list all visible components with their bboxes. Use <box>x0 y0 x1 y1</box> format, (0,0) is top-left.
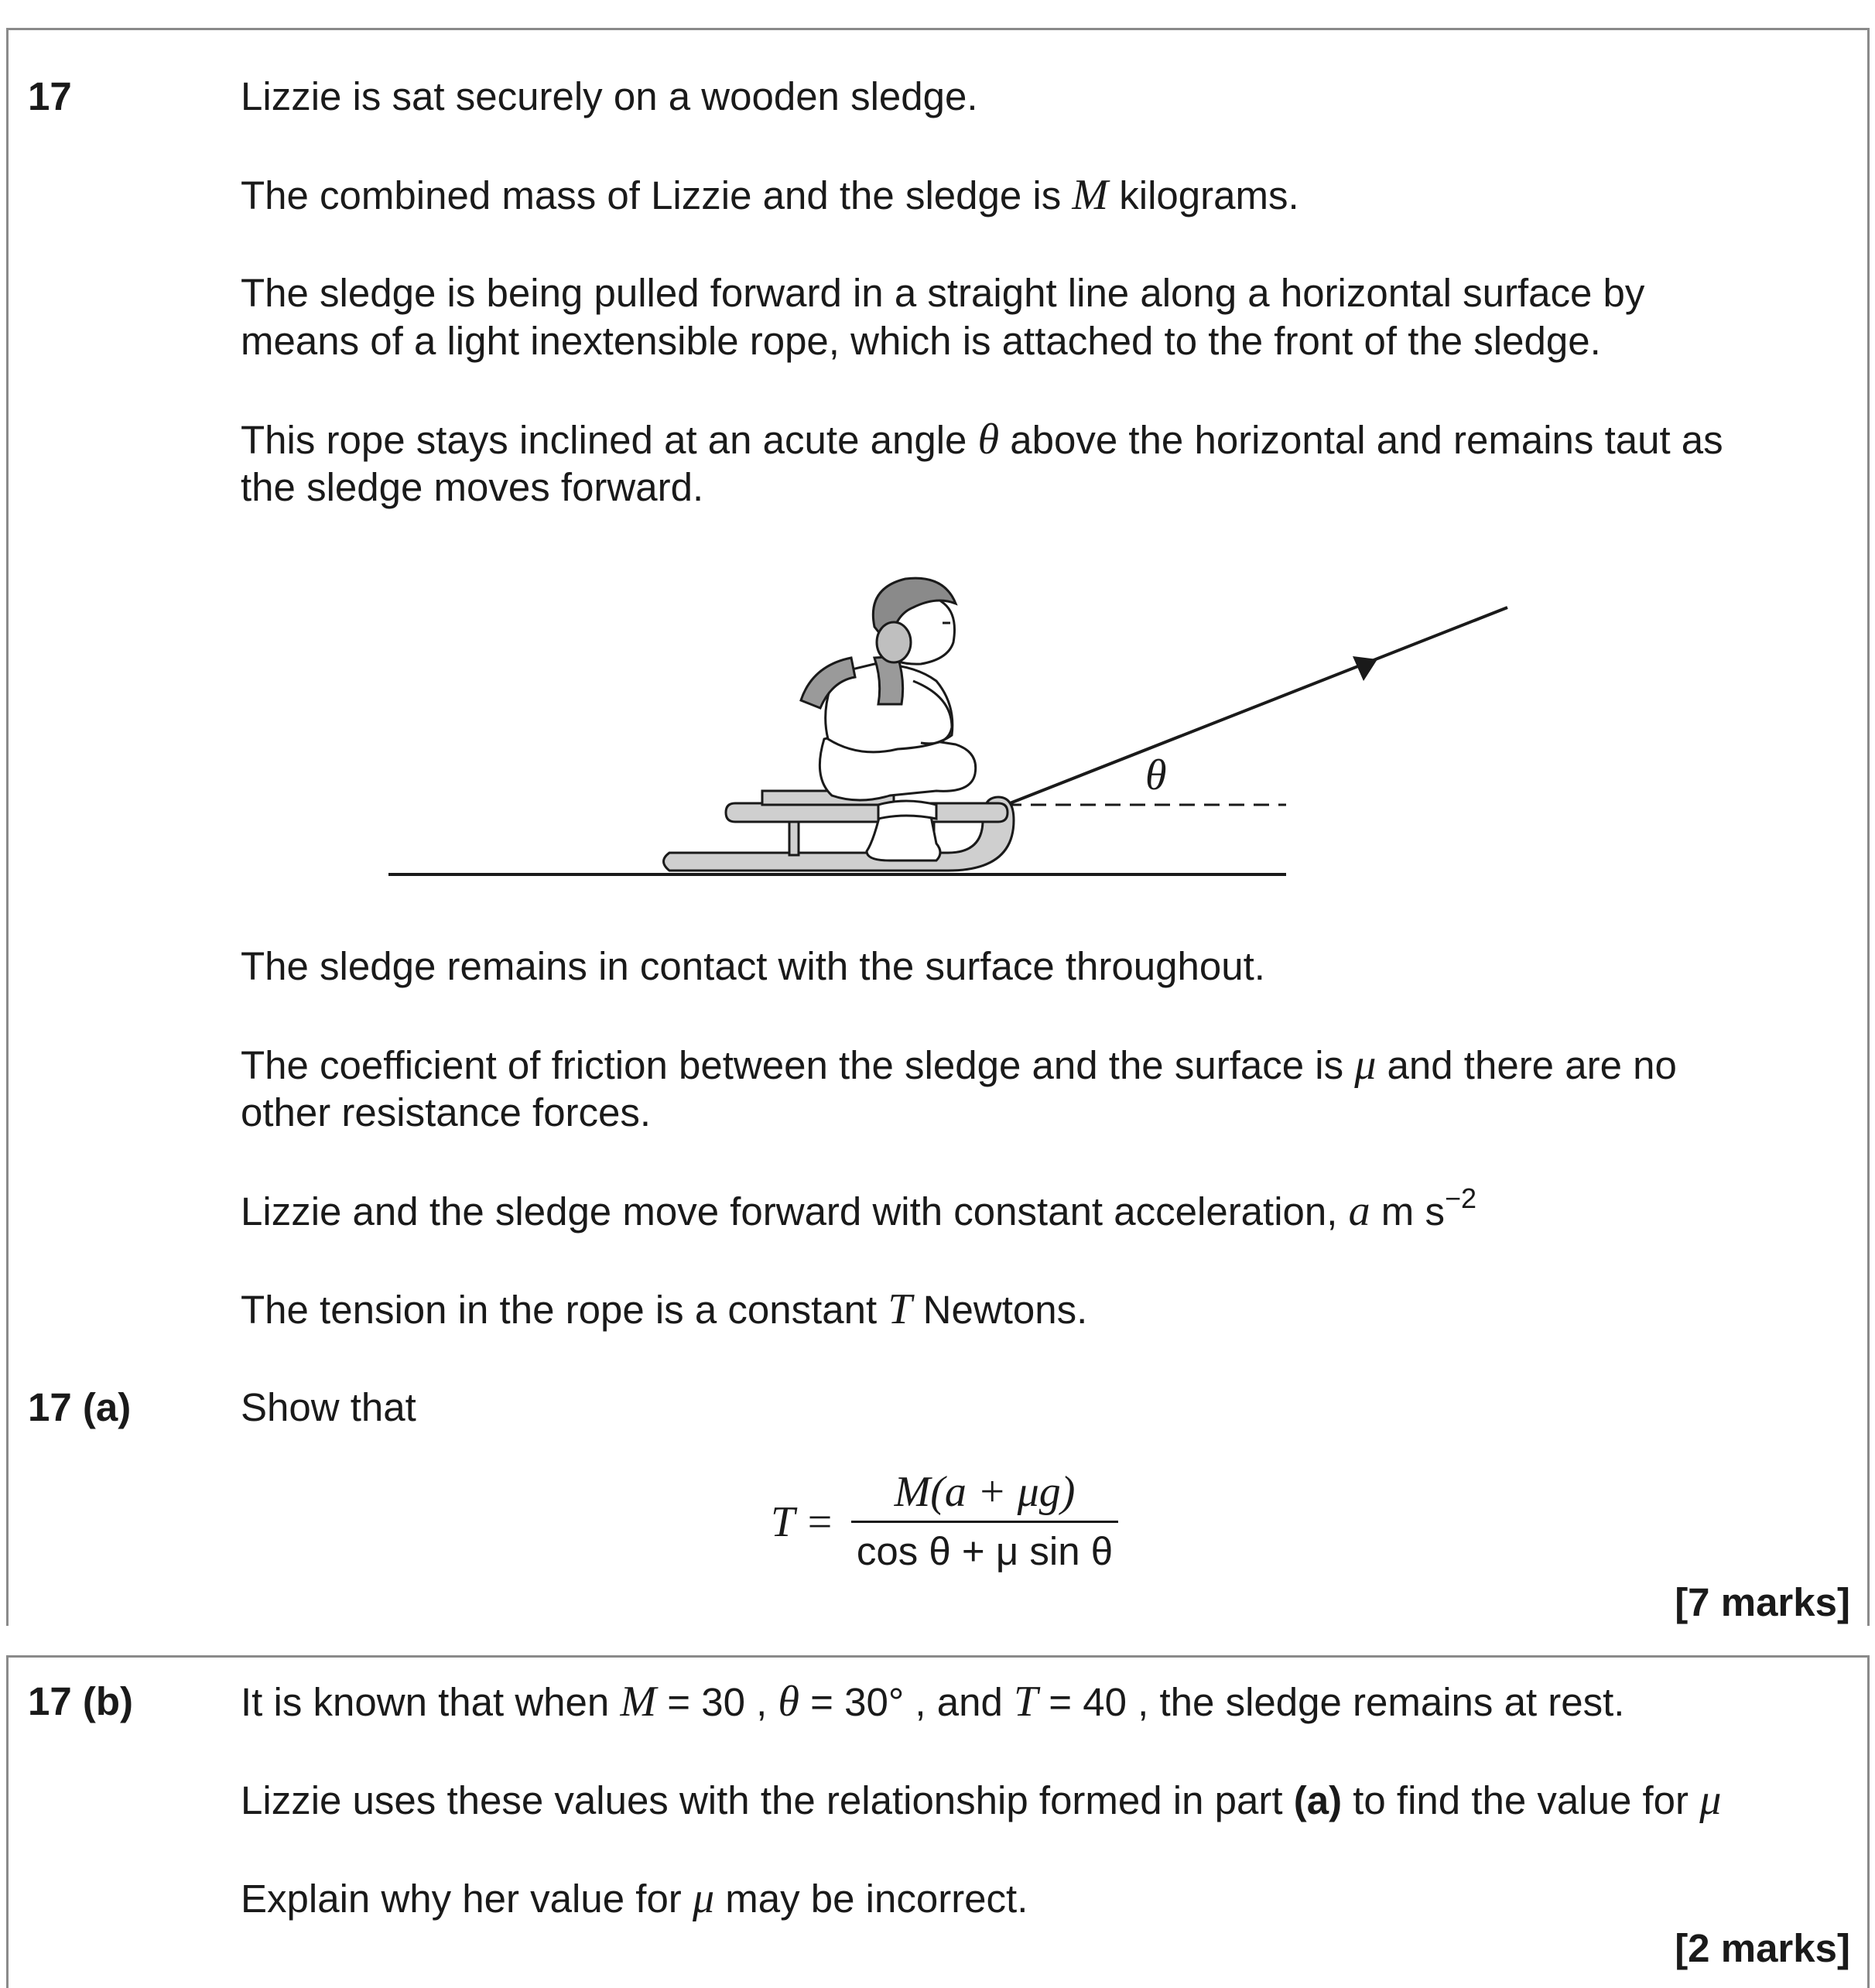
part-b-line-1: It is known that when M = 30 , θ = 30° , and T = 40 , the sledge remains at rest. <box>241 1678 1625 1726</box>
stem-paragraph-3-line-2: means of a light inextensible rope, which is attached to the front of the sledge. <box>241 319 1601 363</box>
part-b-marks: [2 marks] <box>1675 1926 1850 1970</box>
stem-paragraph-6-line-1: The coefficient of friction between the sledge and the surface is μ and there are no <box>241 1041 1677 1089</box>
stem-paragraph-2: The combined mass of Lizzie and the sledge is M kilograms. <box>241 171 1299 219</box>
stem-paragraph-4-line-1: This rope stays inclined at an acute angle θ above the horizontal and remains taut as <box>241 416 1723 464</box>
formula-lhs: T = <box>771 1498 834 1546</box>
sledge-deck <box>726 803 1008 822</box>
sledge-diagram <box>379 573 1524 882</box>
sledge-support-left <box>789 820 799 855</box>
stem-paragraph-7: Lizzie and the sledge move forward with constant acceleration, a m $s^{-2}$ <box>241 1182 1476 1235</box>
part-b-line-2: Lizzie uses these values with the relationship formed in part (a) to find the value for μ <box>241 1776 1722 1824</box>
rope-arrowhead <box>1353 656 1377 681</box>
part-a-text: Show that <box>241 1385 416 1429</box>
stem-paragraph-1: Lizzie is sat securely on a wooden sledge. <box>241 74 978 118</box>
part-b-label: 17 (b) <box>28 1679 134 1723</box>
fraction-bar <box>851 1521 1118 1523</box>
question-number: 17 <box>28 74 72 118</box>
stem-paragraph-3-line-1: The sledge is being pulled forward in a straight line along a horizontal surface by <box>241 271 1645 315</box>
part-a-label: 17 (a) <box>28 1385 132 1429</box>
stem-paragraph-4-line-2: the sledge moves forward. <box>241 465 704 509</box>
rope-line <box>1006 607 1507 805</box>
formula-numerator: M(a + μg) <box>894 1468 1076 1516</box>
stem-paragraph-5: The sledge remains in contact with the surface throughout. <box>241 944 1265 988</box>
formula-denominator: cos θ + μ sin θ <box>856 1529 1114 1573</box>
part-b-line-3: Explain why her value for μ may be incorrect. <box>241 1874 1028 1922</box>
diagram-theta-label: θ <box>1145 751 1167 799</box>
stem-paragraph-8: The tension in the rope is a constant T Newtons. <box>241 1285 1088 1333</box>
stem-paragraph-6-line-2: other resistance forces. <box>241 1090 652 1134</box>
part-a-marks: [7 marks] <box>1675 1580 1850 1624</box>
formula-fraction <box>851 1466 1118 1577</box>
